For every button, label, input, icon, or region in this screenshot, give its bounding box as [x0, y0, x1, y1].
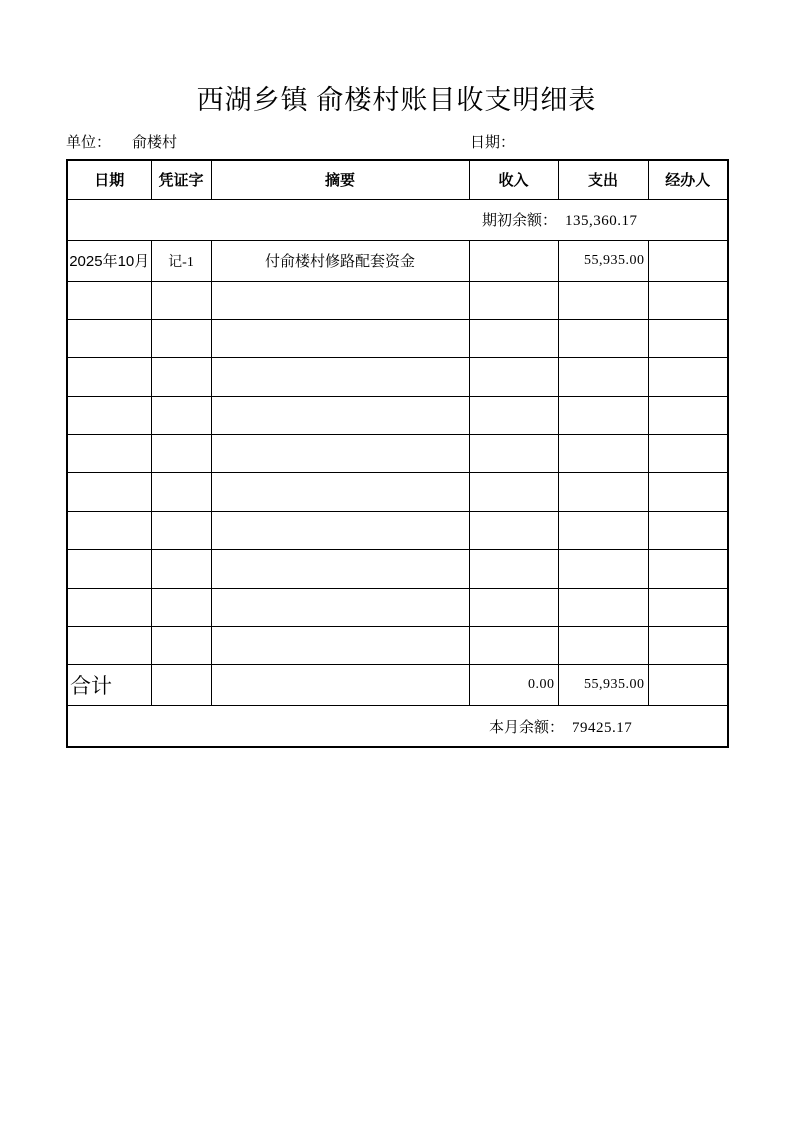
meta-line	[66, 131, 728, 151]
entry-expense-cell	[558, 473, 648, 511]
entry-voucher-cell	[151, 511, 211, 549]
entry-handler-cell	[648, 358, 728, 396]
entry-date-cell	[67, 550, 151, 588]
total-voucher-cell	[151, 665, 211, 706]
total-expense-cell: 55,935.00	[558, 665, 648, 706]
entry-handler-cell	[648, 627, 728, 665]
entry-summary-cell	[211, 319, 469, 357]
entry-summary-cell	[211, 588, 469, 626]
entry-expense-cell	[558, 435, 648, 473]
monthly-balance-row	[67, 706, 728, 747]
table-row	[67, 358, 728, 396]
entry-income-cell	[469, 319, 558, 357]
page-title: 西湖乡镇 俞楼村账目收支明细表	[196, 85, 597, 115]
table-row	[67, 240, 728, 281]
entry-voucher-cell	[151, 588, 211, 626]
column-header-date: 日期	[67, 160, 151, 199]
entry-handler-cell	[648, 588, 728, 626]
column-header-income: 收入	[469, 160, 558, 199]
opening-balance-cell	[67, 199, 728, 240]
entry-date-cell	[67, 319, 151, 357]
monthly-balance-cell	[67, 706, 728, 747]
entry-income-cell	[469, 473, 558, 511]
total-label-cell: 合计	[67, 665, 151, 706]
table-row	[67, 435, 728, 473]
unit-label: 单位：	[66, 135, 112, 151]
entry-voucher-cell	[151, 319, 211, 357]
entry-summary-cell	[211, 435, 469, 473]
table-row	[67, 281, 728, 319]
entry-summary-cell	[211, 550, 469, 588]
entry-date-cell	[67, 473, 151, 511]
entry-rows	[67, 240, 728, 665]
entry-handler-cell	[648, 550, 728, 588]
entry-voucher-cell	[151, 435, 211, 473]
entry-summary-cell	[211, 396, 469, 434]
entry-voucher-cell: 记-1	[151, 240, 211, 281]
total-handler-cell	[648, 665, 728, 706]
entry-voucher-cell	[151, 550, 211, 588]
unit-value: 俞楼村	[132, 135, 178, 151]
entry-date-cell	[67, 588, 151, 626]
total-summary-cell	[211, 665, 469, 706]
entry-income-cell	[469, 588, 558, 626]
entry-expense-cell	[558, 627, 648, 665]
entry-date-cell	[67, 627, 151, 665]
table-row	[67, 627, 728, 665]
entry-handler-cell	[648, 396, 728, 434]
entry-handler-cell	[648, 281, 728, 319]
column-header-handler: 经办人	[648, 160, 728, 199]
header-row	[67, 160, 728, 199]
entry-expense-cell	[558, 281, 648, 319]
entry-date-cell	[67, 358, 151, 396]
entry-voucher-cell	[151, 281, 211, 319]
entry-income-cell	[469, 511, 558, 549]
entry-income-cell	[469, 240, 558, 281]
entry-summary-cell: 付俞楼村修路配套资金	[211, 240, 469, 281]
entry-handler-cell	[648, 435, 728, 473]
entry-expense-cell	[558, 319, 648, 357]
column-header-voucher: 凭证字	[151, 160, 211, 199]
entry-income-cell	[469, 627, 558, 665]
column-header-summary: 摘要	[211, 160, 469, 199]
entry-income-cell	[469, 435, 558, 473]
entry-handler-cell	[648, 511, 728, 549]
entry-expense-cell	[558, 396, 648, 434]
entry-date-cell	[67, 396, 151, 434]
entry-summary-cell	[211, 511, 469, 549]
table-row	[67, 319, 728, 357]
entry-income-cell	[469, 550, 558, 588]
entry-summary-cell	[211, 627, 469, 665]
entry-expense-cell	[558, 550, 648, 588]
entry-expense-cell	[558, 588, 648, 626]
monthly-balance-value: 79425.17	[572, 719, 633, 736]
ledger-table	[66, 159, 729, 748]
total-row	[67, 665, 728, 706]
entry-voucher-cell	[151, 358, 211, 396]
entry-expense-cell: 55,935.00	[558, 240, 648, 281]
column-header-expense: 支出	[558, 160, 648, 199]
table-row	[67, 473, 728, 511]
entry-date-cell	[67, 281, 151, 319]
entry-voucher-cell	[151, 627, 211, 665]
entry-expense-cell	[558, 511, 648, 549]
entry-income-cell	[469, 358, 558, 396]
opening-balance-label: 期初余额：	[482, 213, 558, 229]
entry-voucher-cell	[151, 473, 211, 511]
entry-summary-cell	[211, 358, 469, 396]
table-row	[67, 511, 728, 549]
opening-balance-value: 135,360.17	[565, 213, 638, 229]
total-income-cell: 0.00	[469, 665, 558, 706]
entry-date-cell: 2025年10月	[67, 240, 151, 281]
table-row	[67, 588, 728, 626]
table-row	[67, 550, 728, 588]
entry-expense-cell	[558, 358, 648, 396]
entry-handler-cell	[648, 319, 728, 357]
table-row	[67, 396, 728, 434]
date-label: 日期：	[470, 135, 516, 151]
opening-balance-row	[67, 199, 728, 240]
monthly-balance-label: 本月余额：	[489, 719, 565, 736]
entry-income-cell	[469, 396, 558, 434]
entry-income-cell	[469, 281, 558, 319]
entry-summary-cell	[211, 473, 469, 511]
entry-date-cell	[67, 435, 151, 473]
entry-summary-cell	[211, 281, 469, 319]
entry-handler-cell	[648, 240, 728, 281]
entry-handler-cell	[648, 473, 728, 511]
entry-voucher-cell	[151, 396, 211, 434]
entry-date-cell	[67, 511, 151, 549]
